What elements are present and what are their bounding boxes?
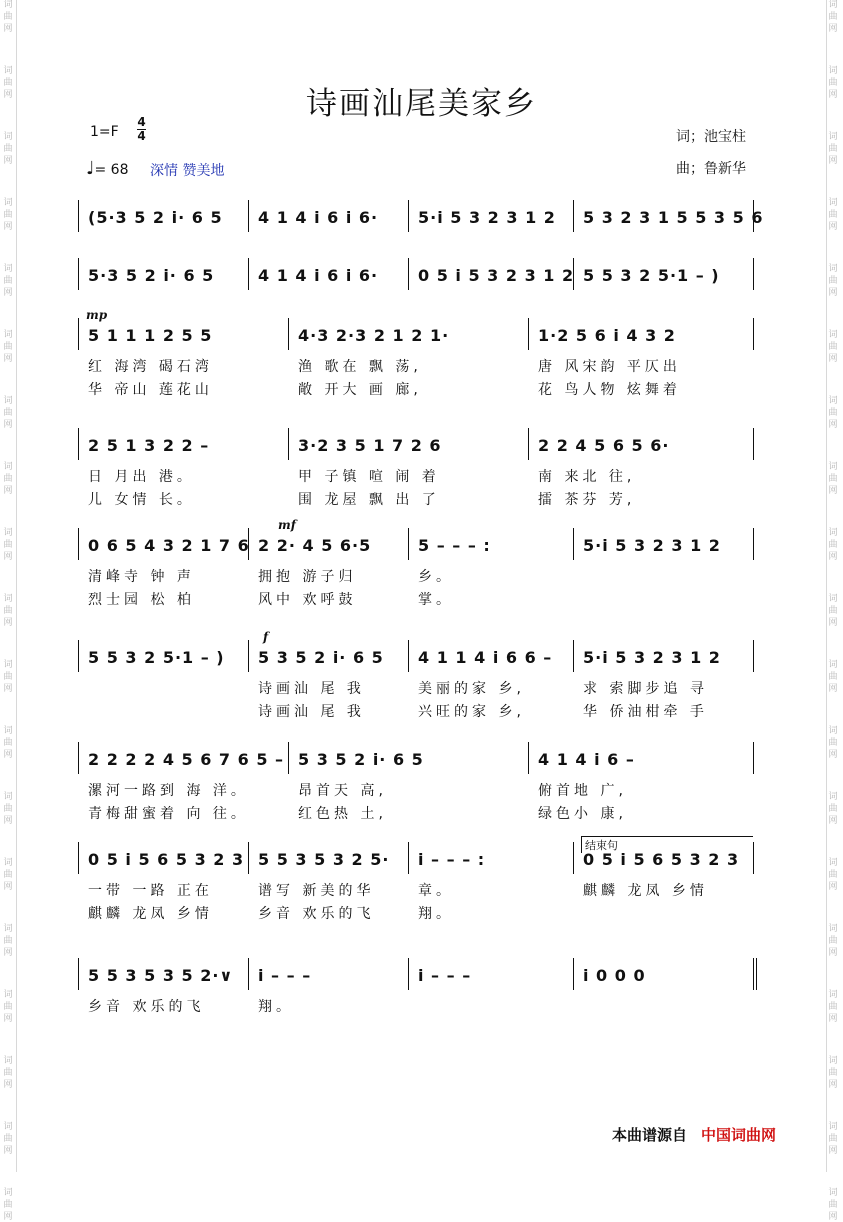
- watermark-char: 网: [828, 420, 838, 430]
- lyric-line-1: 麒麟 龙凤 乡情: [583, 883, 708, 899]
- quarter-note-icon: ♩: [86, 158, 95, 179]
- lyric-line-2: 掌。: [418, 592, 454, 608]
- lyric-line-1: 翔。: [258, 999, 294, 1015]
- watermark-char: 曲: [828, 1002, 838, 1012]
- time-signature: [137, 116, 146, 143]
- watermark-char: 曲: [828, 1068, 838, 1078]
- watermark-char: 曲: [3, 606, 13, 616]
- measure: 4 1 4 i 6 i 6·: [258, 266, 379, 285]
- bar-line: [408, 528, 409, 560]
- watermark-char: 曲: [828, 1134, 838, 1144]
- tempo-value: = 68: [94, 162, 129, 178]
- bar-line: [78, 742, 79, 774]
- watermark-char: 曲: [828, 408, 838, 418]
- score-system: [78, 630, 758, 730]
- bar-line: [248, 200, 249, 232]
- watermark-char: 网: [3, 486, 13, 496]
- bar-line: [78, 842, 79, 874]
- lyric-line-2: 青梅甜蜜着 向 往。: [88, 806, 249, 822]
- measure: 5 1 1 1 2 5 5: [88, 326, 213, 345]
- song-title: 诗画汕尾美家乡: [306, 86, 537, 122]
- watermark-char: 词: [3, 660, 13, 670]
- watermark-char: 网: [3, 1014, 13, 1024]
- bar-line: [753, 528, 754, 560]
- lyric-line-1: 美丽的家 乡,: [418, 681, 525, 697]
- watermark-char: 曲: [3, 804, 13, 814]
- watermark-char: 词: [3, 0, 13, 10]
- watermark-char: 词: [828, 0, 838, 10]
- bar-line: [753, 258, 754, 290]
- lyric-line-2: 花 鸟人物 炫舞着: [538, 382, 681, 398]
- measure: 4 1 1 4 i 6 6 –: [418, 648, 553, 667]
- watermark-char: 曲: [828, 870, 838, 880]
- bar-line: [78, 258, 79, 290]
- lyric-line-2: 麒麟 龙凤 乡情: [88, 906, 213, 922]
- watermark-char: 网: [3, 552, 13, 562]
- score-system: [78, 428, 758, 518]
- watermark-char: 词: [3, 396, 13, 406]
- watermark-char: 曲: [3, 1068, 13, 1078]
- watermark-char: 词: [828, 990, 838, 1000]
- watermark-char: 曲: [3, 474, 13, 484]
- watermark-char: 网: [3, 24, 13, 34]
- lyric-line-1: 俯首地 广,: [538, 783, 627, 799]
- watermark-char: 词: [828, 858, 838, 868]
- watermark-char: 词: [3, 924, 13, 934]
- score-system: [78, 958, 758, 1048]
- lyric-line-1: 乡。: [418, 569, 454, 585]
- measure: i – – –: [258, 966, 312, 985]
- watermark-char: 网: [828, 684, 838, 694]
- watermark-char: 词: [3, 330, 13, 340]
- bar-line: [528, 742, 529, 774]
- lyric-line-2: 擂 茶芬 芳,: [538, 492, 636, 508]
- bar-line: [753, 742, 754, 774]
- watermark-char: 曲: [828, 738, 838, 748]
- watermark-char: 词: [3, 858, 13, 868]
- measure: 5·3 5 2 i· 6 5: [88, 266, 215, 285]
- measure: 0 5 i 5 3 2 3 1 2: [418, 266, 575, 285]
- time-signature-top: 4: [137, 115, 146, 129]
- bar-line: [248, 258, 249, 290]
- bar-line: [248, 958, 249, 990]
- watermark-char: 网: [828, 24, 838, 34]
- watermark-char: 曲: [3, 672, 13, 682]
- watermark-char: 曲: [828, 12, 838, 22]
- measure: 4 1 4 i 6 –: [538, 750, 635, 769]
- bar-line: [408, 258, 409, 290]
- measure: 2 2 4 5 6 5 6·: [538, 436, 670, 455]
- watermark-char: 词: [3, 198, 13, 208]
- lyric-line-1: 乡音 欢乐的飞: [88, 999, 205, 1015]
- lyric-line-2: 风中 欢呼鼓: [258, 592, 357, 608]
- watermark-char: 曲: [3, 12, 13, 22]
- bar-line: [78, 200, 79, 232]
- bar-line: [573, 640, 574, 672]
- watermark-char: 曲: [3, 408, 13, 418]
- watermark-char: 词: [828, 198, 838, 208]
- watermark-char: 词: [3, 1056, 13, 1066]
- watermark-char: 曲: [828, 606, 838, 616]
- watermark-char: 网: [3, 882, 13, 892]
- bar-line: [753, 842, 754, 874]
- watermark-char: 词: [828, 396, 838, 406]
- bar-line: [248, 842, 249, 874]
- score-system: [78, 518, 758, 618]
- bar-line: [78, 640, 79, 672]
- watermark-char: 词: [3, 132, 13, 142]
- bar-line: [78, 428, 79, 460]
- bar-line: [408, 842, 409, 874]
- watermark-char: 曲: [828, 672, 838, 682]
- bar-line: [573, 528, 574, 560]
- watermark-char: 词: [828, 1056, 838, 1066]
- lyric-line-1: 南 来北 往,: [538, 469, 636, 485]
- site-name: 中国词曲网: [701, 1126, 777, 1144]
- watermark-char: 曲: [3, 738, 13, 748]
- watermark-char: 网: [828, 552, 838, 562]
- watermark-char: 词: [3, 66, 13, 76]
- watermark-char: 词: [828, 330, 838, 340]
- watermark-char: 词: [828, 924, 838, 934]
- key-signature: 1=F: [90, 124, 119, 140]
- bar-line: [78, 318, 79, 350]
- lyric-line-1: 甲 子镇 喧 闹 着: [298, 469, 440, 485]
- lyric-line-1: 红 海湾 碣石湾: [88, 359, 213, 375]
- bar-line: [573, 958, 574, 990]
- watermark-char: 网: [828, 816, 838, 826]
- watermark-char: 曲: [3, 870, 13, 880]
- watermark-char: 曲: [828, 342, 838, 352]
- dynamic-marking: mp: [86, 308, 108, 322]
- watermark-char: 曲: [3, 1134, 13, 1144]
- tempo-marking: [86, 158, 129, 179]
- measure: 4 1 4 i 6 i 6·: [258, 208, 379, 227]
- watermark-char: 曲: [3, 342, 13, 352]
- measure: 0 5 i 5 6 5 3 2 3: [88, 850, 245, 869]
- bar-line: [528, 428, 529, 460]
- bar-line: [288, 742, 289, 774]
- watermark-char: 曲: [828, 1200, 838, 1210]
- watermark-char: 词: [3, 1122, 13, 1132]
- watermark-char: 词: [828, 132, 838, 142]
- lyric-line-2: 诗画汕 尾 我: [258, 704, 365, 720]
- measure: 0 5 i 5 6 5 3 2 3: [583, 850, 740, 869]
- watermark-char: 网: [3, 354, 13, 364]
- watermark-char: 网: [828, 882, 838, 892]
- watermark-char: 网: [3, 948, 13, 958]
- lyric-line-2: 儿 女情 长。: [88, 492, 195, 508]
- watermark-char: 曲: [828, 78, 838, 88]
- watermark-char: 词: [3, 990, 13, 1000]
- watermark-char: 词: [3, 264, 13, 274]
- watermark-char: 词: [3, 594, 13, 604]
- measure: 0 6 5 4 3 2 1 7 6: [88, 536, 250, 555]
- measure: 5 5 3 2 5·1 – ): [583, 266, 720, 285]
- bar-line: [753, 200, 754, 232]
- watermark-char: 词: [828, 660, 838, 670]
- watermark-char: 词: [828, 66, 838, 76]
- watermark-char: 词: [828, 264, 838, 274]
- watermark-char: 曲: [3, 936, 13, 946]
- bar-line: [753, 428, 754, 460]
- watermark-char: 曲: [3, 210, 13, 220]
- source-footer: [612, 1124, 776, 1145]
- bar-line: [573, 842, 574, 874]
- watermark-char: 网: [3, 90, 13, 100]
- measure: (5·3 5 2 i· 6 5: [88, 208, 223, 227]
- lyric-line-1: 拥抱 游子归: [258, 569, 357, 585]
- bar-line: [573, 200, 574, 232]
- measure: 1·2 5 6 i 4 3 2: [538, 326, 676, 345]
- lyric-line-1: 昂首天 高,: [298, 783, 387, 799]
- watermark-char: 网: [828, 222, 838, 232]
- watermark-char: 网: [828, 90, 838, 100]
- lyric-line-2: 围 龙屋 飘 出 了: [298, 492, 440, 508]
- watermark-char: 网: [828, 1146, 838, 1156]
- watermark-char: 网: [828, 156, 838, 166]
- expression-marking: 深情 赞美地: [150, 163, 225, 179]
- lyric-line-1: 章。: [418, 883, 454, 899]
- watermark-char: 曲: [828, 474, 838, 484]
- lyric-line-2: 华 帝山 莲花山: [88, 382, 213, 398]
- bar-line: [78, 958, 79, 990]
- bar-line: [408, 640, 409, 672]
- measure: 5 3 2 3 1 5 5 3 5 6: [583, 208, 764, 227]
- bar-line: [248, 640, 249, 672]
- lyric-line-2: 红色热 土,: [298, 806, 387, 822]
- watermark-char: 网: [828, 288, 838, 298]
- measure: 5·i 5 3 2 3 1 2: [583, 536, 721, 555]
- watermark-char: 曲: [3, 540, 13, 550]
- watermark-char: 网: [3, 750, 13, 760]
- watermark-char: 网: [828, 618, 838, 628]
- watermark-char: 词: [3, 528, 13, 538]
- measure: i – – – :: [418, 850, 486, 869]
- bar-line: [248, 528, 249, 560]
- measure: 2 5 1 3 2 2 –: [88, 436, 210, 455]
- score-system: [78, 258, 758, 298]
- lyric-line-1: 诗画汕 尾 我: [258, 681, 365, 697]
- watermark-char: 曲: [3, 1200, 13, 1210]
- watermark-char: 网: [3, 1212, 13, 1222]
- watermark-char: 词: [828, 792, 838, 802]
- watermark-char: 网: [3, 420, 13, 430]
- measure: 5 3 5 2 i· 6 5: [298, 750, 424, 769]
- watermark-char: 曲: [828, 540, 838, 550]
- lyric-line-1: 一带 一路 正在: [88, 883, 213, 899]
- watermark-char: 曲: [3, 78, 13, 88]
- bar-line: [288, 428, 289, 460]
- bar-line: [573, 258, 574, 290]
- watermark-char: 词: [828, 1122, 838, 1132]
- watermark-char: 网: [3, 816, 13, 826]
- left-watermark-strip: [2, 0, 17, 1222]
- measure: i 0 0 0: [583, 966, 646, 985]
- measure: 5·i 5 3 2 3 1 2: [418, 208, 556, 227]
- measure: 2 2 2 2 4 5 6 7 6 5 –: [88, 750, 285, 769]
- bar-line: [753, 640, 754, 672]
- watermark-char: 网: [828, 1212, 838, 1222]
- lyric-line-2: 兴旺的家 乡,: [418, 704, 525, 720]
- score-system: [78, 742, 758, 832]
- lyric-line-2: 绿色小 康,: [538, 806, 627, 822]
- watermark-char: 网: [828, 354, 838, 364]
- measure: i – – –: [418, 966, 472, 985]
- lyric-line-2: 烈士园 松 柏: [88, 592, 195, 608]
- watermark-char: 网: [3, 156, 13, 166]
- watermark-char: 词: [3, 792, 13, 802]
- dynamic-marking: f: [263, 630, 269, 644]
- measure: 3·2 3 5 1 7 2 6: [298, 436, 442, 455]
- watermark-char: 曲: [3, 1002, 13, 1012]
- watermark-char: 词: [828, 528, 838, 538]
- watermark-char: 曲: [828, 936, 838, 946]
- composer-credit: 曲；鲁新华: [676, 161, 746, 177]
- watermark-char: 网: [828, 1014, 838, 1024]
- watermark-char: 网: [3, 1146, 13, 1156]
- watermark-char: 曲: [828, 210, 838, 220]
- watermark-char: 网: [828, 750, 838, 760]
- measure: 4·3 2·3 2 1 2 1·: [298, 326, 450, 345]
- watermark-char: 网: [3, 288, 13, 298]
- watermark-char: 网: [828, 948, 838, 958]
- measure: 5 5 3 5 3 5 2·∨: [88, 966, 234, 985]
- lyric-line-1: 日 月出 港。: [88, 469, 195, 485]
- bar-line: [753, 318, 754, 350]
- measure: 5 5 3 2 5·1 – ): [88, 648, 225, 667]
- watermark-char: 曲: [828, 144, 838, 154]
- measure: 5 5 3 5 3 2 5·: [258, 850, 390, 869]
- watermark-char: 网: [3, 1080, 13, 1090]
- right-watermark-strip: [826, 0, 841, 1222]
- bar-line: [408, 958, 409, 990]
- watermark-char: 网: [828, 486, 838, 496]
- bar-line: [408, 200, 409, 232]
- source-label: 本曲谱源自: [612, 1126, 688, 1144]
- score-system: [78, 308, 758, 408]
- lyric-line-1: 唐 风宋韵 平仄出: [538, 359, 681, 375]
- watermark-char: 网: [3, 684, 13, 694]
- lyric-line-2: 华 侨油柑牵 手: [583, 704, 708, 720]
- score-system: [78, 200, 764, 240]
- measure: 5 – – – :: [418, 536, 491, 555]
- lyric-line-1: 渔 歌在 飘 荡,: [298, 359, 422, 375]
- watermark-char: 词: [828, 1188, 838, 1198]
- measure: 5 3 5 2 i· 6 5: [258, 648, 384, 667]
- lyric-line-2: 乡音 欢乐的飞: [258, 906, 375, 922]
- watermark-char: 曲: [828, 804, 838, 814]
- watermark-char: 网: [3, 618, 13, 628]
- bar-line: [288, 318, 289, 350]
- watermark-char: 词: [3, 1188, 13, 1198]
- score-system: [78, 839, 758, 932]
- lyric-line-1: 清峰寺 钟 声: [88, 569, 195, 585]
- lyric-line-1: 求 索脚步追 寻: [583, 681, 708, 697]
- measure: 2 2· 4 5 6·5: [258, 536, 372, 555]
- watermark-char: 网: [828, 1080, 838, 1090]
- watermark-char: 曲: [828, 276, 838, 286]
- bar-line: [78, 528, 79, 560]
- watermark-char: 曲: [3, 144, 13, 154]
- watermark-char: 词: [3, 462, 13, 472]
- ending-bracket: 结束句: [581, 836, 753, 853]
- lyric-line-2: 翔。: [418, 906, 454, 922]
- watermark-char: 词: [828, 594, 838, 604]
- dynamic-marking: mf: [278, 518, 296, 532]
- watermark-char: 词: [828, 462, 838, 472]
- lyric-line-2: 敞 开大 画 廊,: [298, 382, 422, 398]
- lyric-line-1: 谱写 新美的华: [258, 883, 375, 899]
- lyric-line-1: 漯河一路到 海 洋。: [88, 783, 249, 799]
- watermark-char: 曲: [3, 276, 13, 286]
- time-signature-bottom: 4: [137, 129, 146, 143]
- bar-line: [753, 958, 754, 990]
- lyricist-credit: 词；池宝柱: [676, 129, 746, 145]
- watermark-char: 网: [3, 222, 13, 232]
- measure: 5·i 5 3 2 3 1 2: [583, 648, 721, 667]
- watermark-char: 词: [3, 726, 13, 736]
- watermark-char: 词: [828, 726, 838, 736]
- bar-line: [528, 318, 529, 350]
